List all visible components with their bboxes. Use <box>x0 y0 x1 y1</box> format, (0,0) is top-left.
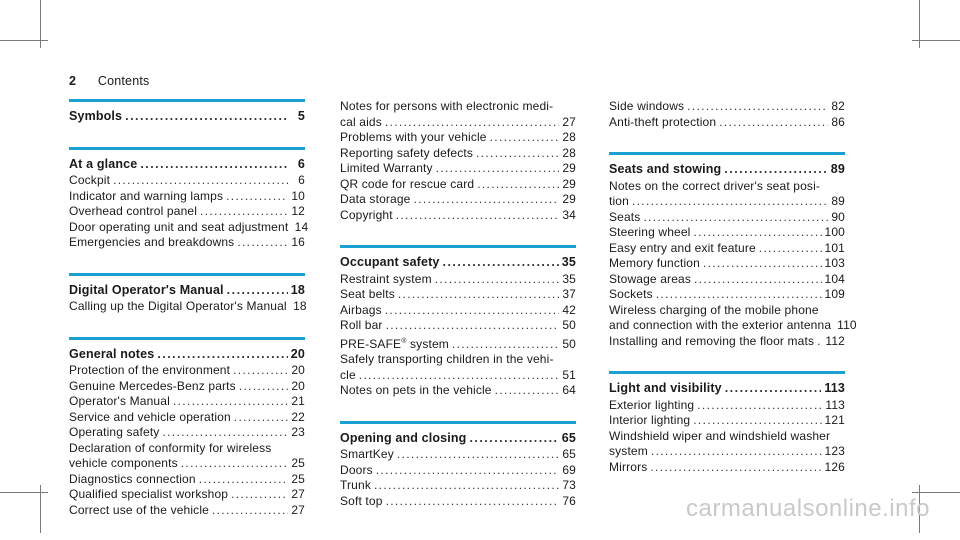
toc-column-1 <box>69 99 309 540</box>
entry-page-number: 104 <box>824 271 845 286</box>
section-title-text: Opening and closing <box>340 430 467 445</box>
toc-entry[interactable] <box>340 130 576 146</box>
entry-text-line: Windshield wiper and windshield washer <box>609 428 831 443</box>
dot-leader <box>694 272 822 288</box>
toc-entry[interactable] <box>340 303 576 319</box>
entry-text: Interior lighting <box>609 413 691 427</box>
dot-leader <box>495 383 559 399</box>
entry-text: Overhead control panel <box>69 204 198 218</box>
dot-leader <box>650 460 821 476</box>
toc-entry[interactable] <box>69 379 305 395</box>
section-rule <box>69 273 305 276</box>
page-title: Contents <box>97 74 150 88</box>
entry-page-number: 35 <box>562 271 576 286</box>
dot-leader <box>719 115 828 131</box>
section-title-text: At a glance <box>69 156 138 171</box>
entry-text: Genuine Mercedes-Benz parts <box>69 378 236 393</box>
toc-entry[interactable] <box>69 363 305 379</box>
entry-text: Airbags <box>340 302 382 317</box>
entry-text: Soft top <box>340 493 383 508</box>
entry-page-number: 28 <box>562 130 576 144</box>
dot-leader <box>376 463 559 479</box>
dot-leader <box>385 115 559 131</box>
dot-leader <box>724 162 827 178</box>
entry-page-number: 14 <box>294 219 309 234</box>
toc-entry[interactable] <box>340 334 576 353</box>
entry-text: Protection of the environment <box>69 363 231 377</box>
entry-page-number: 109 <box>824 287 845 301</box>
toc-section <box>69 273 305 315</box>
toc-entry[interactable] <box>69 189 305 205</box>
entry-text: Exterior lighting <box>609 397 695 412</box>
dot-leader <box>436 161 559 177</box>
entry-text: Steering wheel <box>609 225 691 239</box>
toc-entry[interactable] <box>69 394 305 410</box>
dot-leader <box>396 208 559 224</box>
entry-page-number: 29 <box>562 176 576 191</box>
crop-mark <box>0 492 48 493</box>
dot-leader <box>181 456 288 472</box>
dot-leader <box>414 192 559 208</box>
section-title-text: Seats and stowing <box>609 162 722 176</box>
entry-text: Operator's Manual <box>69 394 170 408</box>
toc-entry[interactable] <box>69 425 305 441</box>
toc-section <box>69 99 305 125</box>
dot-leader <box>687 99 828 115</box>
dot-leader <box>651 444 822 460</box>
dot-leader <box>725 381 822 397</box>
section-rule <box>609 371 845 374</box>
entry-page-number: 20 <box>291 363 305 377</box>
entry-page-number: 110 <box>837 318 857 332</box>
section-page-number: 113 <box>824 381 845 395</box>
entry-page-number: 20 <box>291 378 305 393</box>
entry-page-number: 37 <box>562 287 576 301</box>
page-number: 2 <box>69 74 77 88</box>
toc-entry[interactable] <box>340 463 576 479</box>
entry-text: Easy entry and exit feature <box>609 240 756 255</box>
entry-page-number: 29 <box>562 161 576 175</box>
section-rule <box>340 245 576 248</box>
dot-leader <box>140 157 288 173</box>
dot-leader <box>476 146 559 162</box>
entry-page-number: 27 <box>562 114 576 129</box>
toc-entry[interactable] <box>609 398 845 414</box>
entry-page-number: 69 <box>562 462 576 477</box>
entry-page-number: 27 <box>291 502 305 517</box>
toc-entry[interactable] <box>609 334 845 350</box>
entry-page-number: 101 <box>824 240 845 255</box>
section-page-number: 20 <box>290 346 305 361</box>
toc-entry[interactable] <box>609 194 845 210</box>
toc-entry[interactable] <box>340 318 576 334</box>
entry-text: vehicle components <box>69 456 178 470</box>
dot-leader <box>234 410 288 426</box>
toc-entry[interactable] <box>69 235 305 251</box>
toc-column-3 <box>609 99 857 497</box>
entry-page-number: 65 <box>562 447 576 461</box>
toc-entry[interactable] <box>69 219 309 236</box>
entry-page-number: 12 <box>291 204 305 218</box>
entry-text: Doors <box>340 462 373 477</box>
section-rule <box>69 337 305 340</box>
toc-entry[interactable] <box>609 413 845 429</box>
entry-page-number: 16 <box>291 235 305 249</box>
toc-entry[interactable] <box>69 410 305 426</box>
dot-leader <box>817 334 822 350</box>
dot-leader <box>212 503 288 519</box>
dot-leader <box>643 210 828 226</box>
section-title[interactable] <box>69 157 305 173</box>
section-title-text: Digital Operator's Manual <box>69 282 224 297</box>
entry-text: system <box>609 444 648 458</box>
entry-text: Stowage areas <box>609 271 692 286</box>
dot-leader <box>227 283 288 299</box>
entry-page-number: 86 <box>831 114 845 129</box>
toc-entry[interactable] <box>69 503 305 519</box>
section-title-text: Symbols <box>69 109 123 123</box>
entry-text: Roll bar <box>340 318 383 332</box>
entry-text: tion <box>609 194 629 208</box>
entry-text-line: Declaration of conformity for wireless <box>69 440 272 455</box>
dot-leader <box>490 130 559 146</box>
entry-page-number: 121 <box>824 413 845 427</box>
entry-page-number: 28 <box>562 145 576 160</box>
dot-leader <box>397 447 559 463</box>
entry-page-number: 50 <box>562 318 576 332</box>
entry-page-number: 42 <box>562 302 576 317</box>
entry-page-number: 113 <box>825 397 845 412</box>
entry-page-number: 64 <box>562 383 576 397</box>
entry-page-number: 22 <box>291 409 305 424</box>
entry-text: and connection with the exterior antenna <box>609 318 832 332</box>
entry-text: Installing and removing the floor mats <box>609 333 815 348</box>
section-page-number: 65 <box>561 430 576 445</box>
dot-leader <box>398 287 559 303</box>
entry-page-number: 123 <box>824 444 845 458</box>
toc-entry[interactable] <box>609 210 845 226</box>
entry-text: cal aids <box>340 114 382 129</box>
toc-entry[interactable] <box>609 241 845 257</box>
entry-text: Indicator and warning lamps <box>69 188 224 203</box>
entry-text: Service and vehicle operation <box>69 409 231 424</box>
toc-section <box>609 99 845 130</box>
toc-entry[interactable] <box>340 177 576 193</box>
entry-page-number: 6 <box>298 173 305 187</box>
entry-text: Qualified specialist workshop <box>69 487 229 501</box>
section-title[interactable] <box>609 381 845 397</box>
entry-page-number: 103 <box>824 256 845 270</box>
entry-text: Emergencies and breakdowns <box>69 235 235 249</box>
entry-text-line: Notes for persons with electronic medi- <box>340 99 554 113</box>
entry-page-number: 50 <box>562 336 576 351</box>
toc-section <box>69 337 305 519</box>
entry-text-line: Safely transporting children in the vehi- <box>340 352 554 366</box>
entry-text: Door operating unit and seat adjustment <box>69 219 289 234</box>
entry-text: Data storage <box>340 192 411 206</box>
section-title-text: General notes <box>69 346 155 361</box>
entry-page-number: 76 <box>562 493 576 508</box>
dot-leader <box>374 478 559 494</box>
dot-leader <box>239 379 288 395</box>
dot-leader <box>697 398 822 414</box>
entry-page-number: 23 <box>291 425 305 439</box>
dot-leader <box>386 494 559 510</box>
toc-entry[interactable] <box>340 115 576 131</box>
entry-text: Anti-theft protection <box>609 114 717 129</box>
dot-leader <box>443 255 559 271</box>
dot-leader <box>469 431 558 447</box>
toc-entry[interactable] <box>69 487 305 503</box>
entry-page-number: 25 <box>291 471 305 486</box>
dot-leader <box>199 472 288 488</box>
toc-entry[interactable] <box>609 444 845 460</box>
entry-text: Problems with your vehicle <box>340 130 487 144</box>
dot-leader <box>157 347 287 363</box>
entry-text: Memory function <box>609 256 700 270</box>
section-rule <box>340 421 576 424</box>
dot-leader <box>162 425 288 441</box>
entry-page-number: 73 <box>562 478 576 492</box>
section-page-number: 5 <box>297 109 305 123</box>
entry-page-number: 27 <box>291 487 305 501</box>
dot-leader <box>656 287 822 303</box>
section-rule <box>609 152 845 155</box>
entry-page-number: 18 <box>293 299 307 313</box>
toc-entry[interactable] <box>340 161 576 177</box>
dot-leader <box>693 413 821 429</box>
section-title[interactable] <box>69 109 305 125</box>
entry-page-number: 89 <box>831 194 845 208</box>
dot-leader <box>237 235 288 251</box>
toc-entry[interactable] <box>609 115 845 131</box>
dot-leader <box>231 487 288 503</box>
entry-text: Mirrors <box>609 459 648 474</box>
entry-page-number: 51 <box>562 367 576 382</box>
crop-mark <box>0 40 48 41</box>
dot-leader <box>693 225 821 241</box>
section-title[interactable] <box>340 431 576 447</box>
toc-entry[interactable] <box>340 383 576 399</box>
toc-entry[interactable] <box>69 299 305 315</box>
section-title[interactable] <box>69 283 305 299</box>
dot-leader <box>173 394 288 410</box>
section-title-text: Light and visibility <box>609 381 722 395</box>
toc-entry[interactable] <box>340 192 576 208</box>
section-rule <box>69 147 305 150</box>
watermark: carmanualsonline.info <box>686 495 930 522</box>
entry-page-number: 21 <box>291 394 305 408</box>
toc-entry[interactable] <box>340 478 576 494</box>
entry-text: Reporting safety defects <box>340 145 474 160</box>
toc-entry[interactable] <box>69 173 305 189</box>
entry-text: QR code for rescue card <box>340 176 475 191</box>
dot-leader <box>125 109 288 125</box>
toc-entry[interactable] <box>609 287 845 303</box>
entry-text: SmartKey <box>340 447 394 461</box>
toc-column-2 <box>340 99 576 531</box>
toc-entry[interactable] <box>609 99 845 115</box>
entry-page-number: 25 <box>291 456 305 470</box>
toc-entry[interactable] <box>340 272 576 288</box>
entry-text: Diagnostics connection <box>69 471 196 486</box>
dot-leader <box>226 189 288 205</box>
entry-page-number: 126 <box>824 459 845 474</box>
entry-text-line: Notes on the correct driver's seat posi- <box>609 178 821 193</box>
toc-entry[interactable] <box>69 472 305 488</box>
dot-leader <box>386 318 559 334</box>
toc-entry[interactable] <box>340 208 576 224</box>
entry-text: Copyright <box>340 207 393 222</box>
section-title[interactable] <box>69 347 305 363</box>
toc-entry[interactable] <box>609 225 845 241</box>
toc-entry[interactable] <box>340 287 576 303</box>
page-header <box>69 74 149 88</box>
section-rule <box>69 99 305 102</box>
toc-section <box>609 152 857 349</box>
entry-page-number: 90 <box>831 209 845 224</box>
toc-entry[interactable] <box>69 456 305 472</box>
dot-leader <box>359 368 559 384</box>
toc-section <box>340 421 576 510</box>
section-title-text: Occupant safety <box>340 255 440 269</box>
entry-page-number: 100 <box>824 225 845 239</box>
section-page-number: 35 <box>561 255 576 269</box>
dot-leader <box>233 363 288 379</box>
dot-leader <box>200 204 288 220</box>
dot-leader <box>477 177 559 193</box>
entry-text: Seat belts <box>340 287 395 301</box>
entry-text: Calling up the Digital Operator's Manual <box>69 299 287 313</box>
toc-entry[interactable] <box>340 146 576 162</box>
dot-leader <box>759 241 822 257</box>
entry-page-number: 29 <box>562 192 576 206</box>
toc-entry[interactable] <box>340 494 576 510</box>
entry-text: Correct use of the vehicle <box>69 502 209 517</box>
toc-section <box>609 371 845 475</box>
entry-page-number: 82 <box>831 99 845 113</box>
dot-leader <box>632 194 828 210</box>
entry-page-number: 112 <box>825 333 845 348</box>
section-page-number: 6 <box>297 156 305 171</box>
dot-leader <box>435 272 559 288</box>
entry-text: Side windows <box>609 99 685 113</box>
crop-mark <box>912 492 960 493</box>
entry-text: Cockpit <box>69 173 111 187</box>
section-title[interactable] <box>340 255 576 271</box>
crop-mark <box>912 40 960 41</box>
toc-entry[interactable] <box>69 204 305 220</box>
entry-text: Trunk <box>340 478 371 492</box>
toc-entry[interactable] <box>609 272 845 288</box>
toc-entry[interactable] <box>609 256 845 272</box>
toc-entry[interactable] <box>340 447 576 463</box>
entry-page-number: 34 <box>562 207 576 222</box>
toc-section <box>69 147 309 251</box>
section-page-number: 89 <box>830 162 845 176</box>
entry-text: Seats <box>609 209 641 224</box>
toc-entry[interactable] <box>609 318 857 334</box>
toc-section <box>340 245 576 399</box>
entry-text: Notes on pets in the vehicle <box>340 383 492 397</box>
entry-text: Sockets <box>609 287 653 301</box>
entry-text: Restraint system <box>340 271 432 286</box>
section-title[interactable] <box>609 162 845 178</box>
entry-page-number: 10 <box>291 188 305 203</box>
toc-entry[interactable] <box>609 460 845 476</box>
dot-leader <box>113 173 288 189</box>
entry-text: cle <box>340 367 356 382</box>
dot-leader <box>703 256 822 272</box>
dot-leader <box>452 337 559 353</box>
dot-leader <box>385 303 559 319</box>
entry-text-line: Wireless charging of the mobile phone <box>609 302 819 317</box>
toc-section <box>340 99 576 223</box>
section-page-number: 18 <box>290 282 305 297</box>
toc-entry[interactable] <box>340 368 576 384</box>
entry-text: Limited Warranty <box>340 161 433 175</box>
entry-text: PRE-SAFE® system <box>340 336 449 351</box>
entry-text: Operating safety <box>69 425 160 439</box>
